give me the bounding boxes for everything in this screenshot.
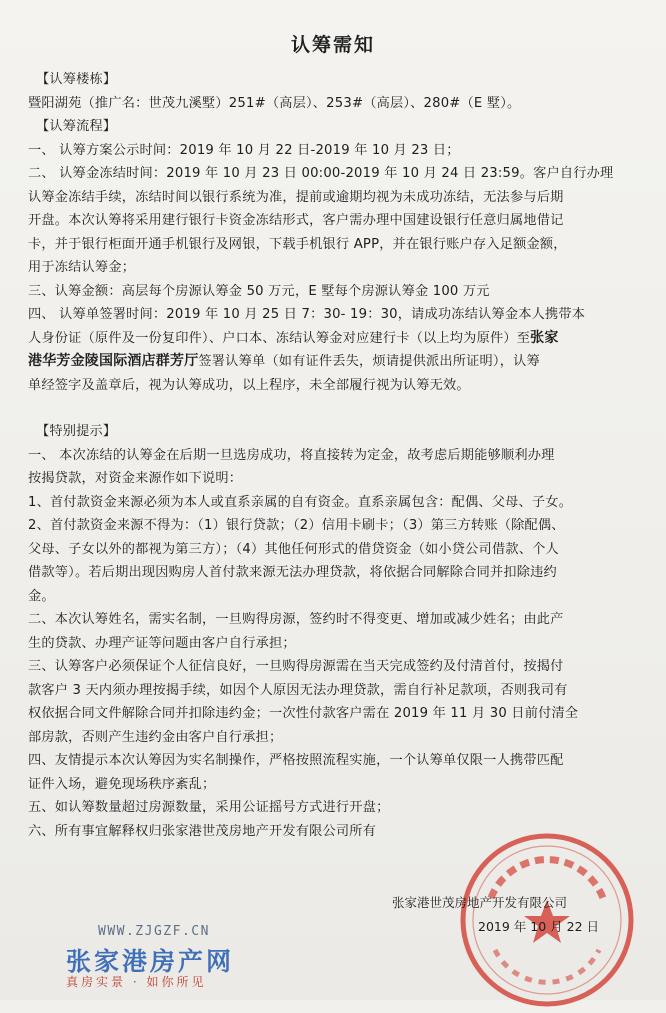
special-section-header: 【特别提示】	[36, 424, 117, 439]
page-title: 认筹需知	[290, 34, 375, 56]
process-line: 一、 认筹方案公示时间：2019 年 10 月 22 日-2019 年 10 月 23 日；	[28, 142, 460, 158]
building-section-header: 【认筹楼栋】	[36, 72, 117, 87]
process-line: 二、 认筹金冻结时间：2019 年 10 月 23 日 00:00-2019 年 10 月 24 日 23:59。客户自行办理	[28, 166, 614, 181]
process-text: 签署认筹单（如有证件丢失，烦请提供派出所证明），认筹	[198, 354, 540, 369]
special-line: 四、友情提示本次认筹因为实名制操作，严格按照流程实施，一个认筹单仅限一人携带匹配	[28, 753, 564, 768]
special-line: 款客户 3 天内须办理按揭手续，如因个人原因无法办理贷款，需自行补足款项，否则我司有	[28, 682, 568, 698]
process-step-four-line: 四、 认筹单签署时间：2019 年 10 月 25 日 7：30- 19：30，请成功冻结认筹金本人携带本	[28, 307, 586, 322]
spacer	[28, 397, 640, 420]
special-line: 按揭贷款，对资金来源作如下说明：	[28, 471, 243, 486]
signature-company: 张家港世茂房地产开发有限公司	[392, 895, 568, 910]
process-step-four-line: 单经签字及盖章后，视为认筹成功，以上程序，未全部履行视为认筹无效。	[28, 377, 470, 393]
process-line: 用于冻结认筹金；	[28, 260, 136, 275]
special-line: 父母、子女以外的都视为第三方）；（4）其他任何形式的借贷资金（如小贷公司借款、个人	[28, 541, 559, 557]
special-line: 2、首付款资金来源不得为：（1）银行贷款；（2）信用卡刷卡；（3）第三方转账（除配偶、	[28, 518, 565, 533]
venue-name-bold: 港华芳金陵国际酒店群芳厅	[28, 353, 199, 369]
signature-date: 2019 年 10 月 22 日	[478, 919, 599, 934]
process-step-four-line	[28, 327, 640, 351]
special-line: 一、 本次冻结的认筹金在后期一旦选房成功，将直接转为定金，故考虑后期能够顺利办理	[28, 447, 555, 463]
watermark-tagline: 真房实景 · 如你所见	[66, 975, 207, 989]
process-text: 人身份证（原件及一份复印件）、户口本、冻结认筹金对应建行卡（以上均为原件）至	[28, 330, 531, 346]
process-step-four-line	[28, 350, 640, 374]
special-line: 部房款，否则产生违约金由客户自行承担；	[28, 729, 283, 745]
special-line: 1、首付款资金来源必须为本人或直系亲属的自有资金。直系亲属包含：配偶、父母、子女。	[28, 494, 573, 510]
process-line: 认筹金冻结手续，冻结时间以银行系统为准，提前或逾期均视为未成功冻结，无法参与后期	[28, 189, 564, 205]
process-line: 开盘。本次认筹将采用建行银行卡资金冻结形式，客户需办理中国建设银行任意归属地借记	[28, 213, 564, 228]
document-body	[28, 68, 640, 843]
process-line: 三、认筹金额：高层每个房源认筹金 50 万元，E 墅每个房源认筹金 100 万元	[28, 283, 490, 299]
special-line: 三、认筹客户必须保证个人征信良好，一旦购得房源需在当天完成签约及付清首付，按揭付	[28, 659, 564, 674]
special-line: 权依据合同文件解除合同并扣除违约金；一次性付款客户需在 2019 年 11 月 30 日前付清全	[28, 706, 579, 721]
watermark-brand-logo: 张家港房产网	[66, 947, 235, 976]
watermark-url: WWW.ZJGZF.CN	[98, 924, 210, 939]
special-line: 证件入场，避免现场秩序紊乱；	[28, 776, 216, 792]
process-section-header: 【认筹流程】	[36, 119, 117, 134]
special-line: 金。	[28, 588, 55, 604]
process-line: 卡，并于银行柜面开通手机银行及网银，下载手机银行 APP，并在银行账户存入足额金额，	[28, 236, 567, 252]
special-line: 六、所有事宜解释权归张家港世茂房地产开发有限公司所有	[28, 823, 377, 839]
special-line: 生的贷款、办理产证等问题由客户自行承担；	[28, 635, 296, 651]
venue-name-bold: 张家	[530, 329, 559, 346]
special-line: 借款等）。若后期出现因购房人首付款来源无法办理贷款，将依据合同解除合同并扣除违约	[28, 565, 557, 580]
special-line: 五、如认筹数量超过房源数量，采用公证摇号方式进行开盘；	[28, 800, 390, 815]
building-line: 暨阳湖苑（推广名：世茂九溪墅）251#（高层）、253#（高层）、280#（E 墅）。	[28, 95, 521, 111]
special-line: 二、本次认筹姓名，需实名制，一旦购得房源，签约时不得变更、增加或减少姓名；由此产	[28, 612, 564, 627]
